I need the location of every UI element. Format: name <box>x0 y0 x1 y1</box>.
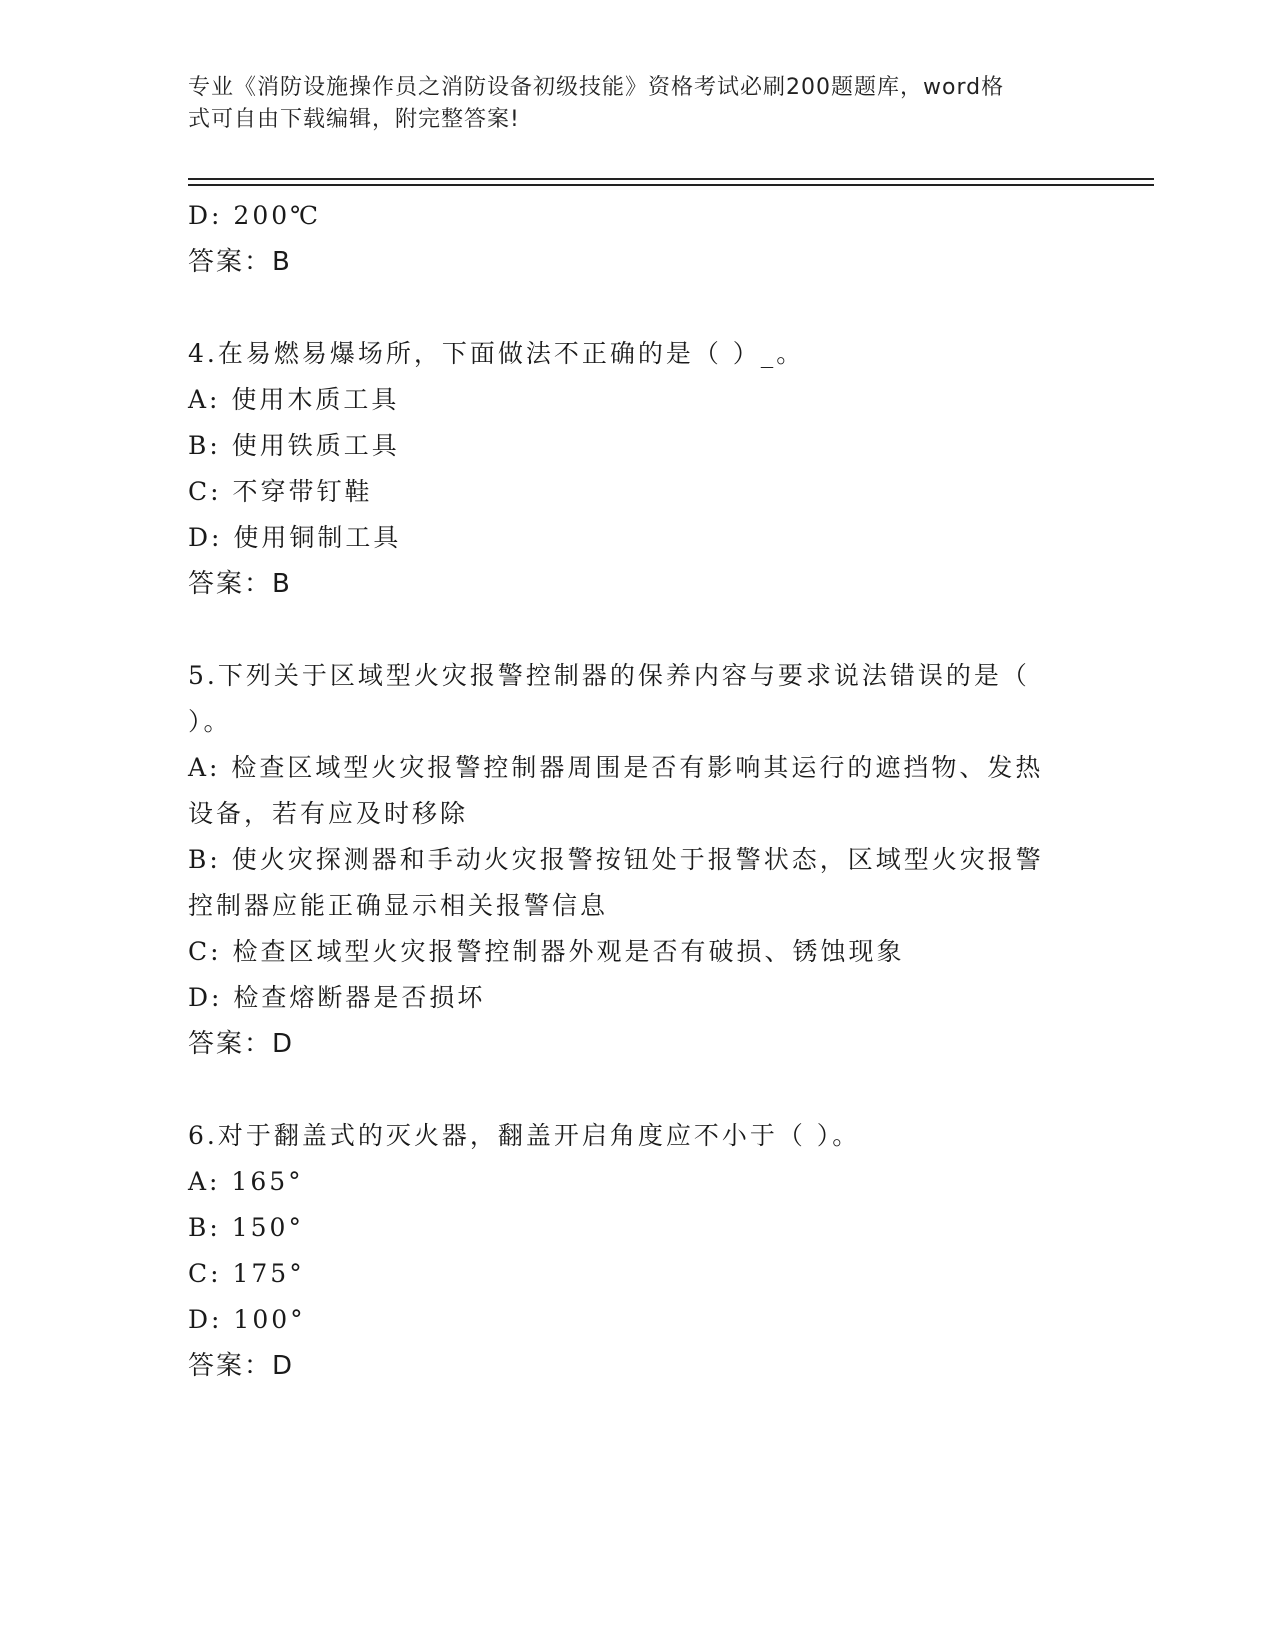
option-line: A: 使用木质工具 <box>188 385 400 414</box>
question-block <box>188 1113 1088 1389</box>
option-line: C: 检查区域型火灾报警控制器外观是否有破损、锈蚀现象 <box>188 937 905 966</box>
answer-line: 答案：D <box>188 1029 295 1059</box>
option-line: A: 165° <box>188 1167 304 1196</box>
header-divider-bottom <box>188 184 1154 186</box>
option-line: B: 使火灾探测器和手动火灾报警按钮处于报警状态，区域型火灾报警 <box>188 845 1044 874</box>
question-stem: 6.对于翻盖式的灭火器，翻盖开启角度应不小于（ ）。 <box>188 1121 861 1150</box>
header-line-2: 式可自由下载编辑，附完整答案! <box>188 107 520 132</box>
spacer <box>188 607 1088 653</box>
header-line-1: 专业《消防设施操作员之消防设备初级技能》资格考试必刷200题题库，word格 <box>188 75 1005 100</box>
question-stem: 4.在易燃易爆场所，下面做法不正确的是（ ）_。 <box>188 339 805 368</box>
answer-line: 答案：D <box>188 1351 295 1381</box>
header-divider-top <box>188 178 1154 180</box>
option-line: 控制器应能正确显示相关报警信息 <box>188 891 609 920</box>
document-header <box>188 72 1088 136</box>
option-line: 设备，若有应及时移除 <box>188 799 469 828</box>
question-stem: 5.下列关于区域型火灾报警控制器的保养内容与要求说法错误的是（ <box>188 661 1030 690</box>
answer-line: 答案：B <box>188 247 292 277</box>
spacer <box>188 285 1088 331</box>
option-line: B: 150° <box>188 1213 304 1242</box>
question-stem: ）。 <box>188 707 232 736</box>
question-content <box>188 193 1088 1389</box>
answer-line: 答案：B <box>188 569 292 599</box>
question-block <box>188 653 1088 1067</box>
option-line: C: 不穿带钉鞋 <box>188 477 373 506</box>
spacer <box>188 1067 1088 1113</box>
option-line: A: 检查区域型火灾报警控制器周围是否有影响其运行的遮挡物、发热 <box>188 753 1044 782</box>
option-line: B: 使用铁质工具 <box>188 431 400 460</box>
option-line: D: 使用铜制工具 <box>188 523 402 552</box>
question-block <box>188 331 1088 607</box>
option-line: D: 100° <box>188 1305 306 1334</box>
option-line: D: 200℃ <box>188 201 322 230</box>
option-line: C: 175° <box>188 1259 305 1288</box>
option-line: D: 检查熔断器是否损坏 <box>188 983 486 1012</box>
